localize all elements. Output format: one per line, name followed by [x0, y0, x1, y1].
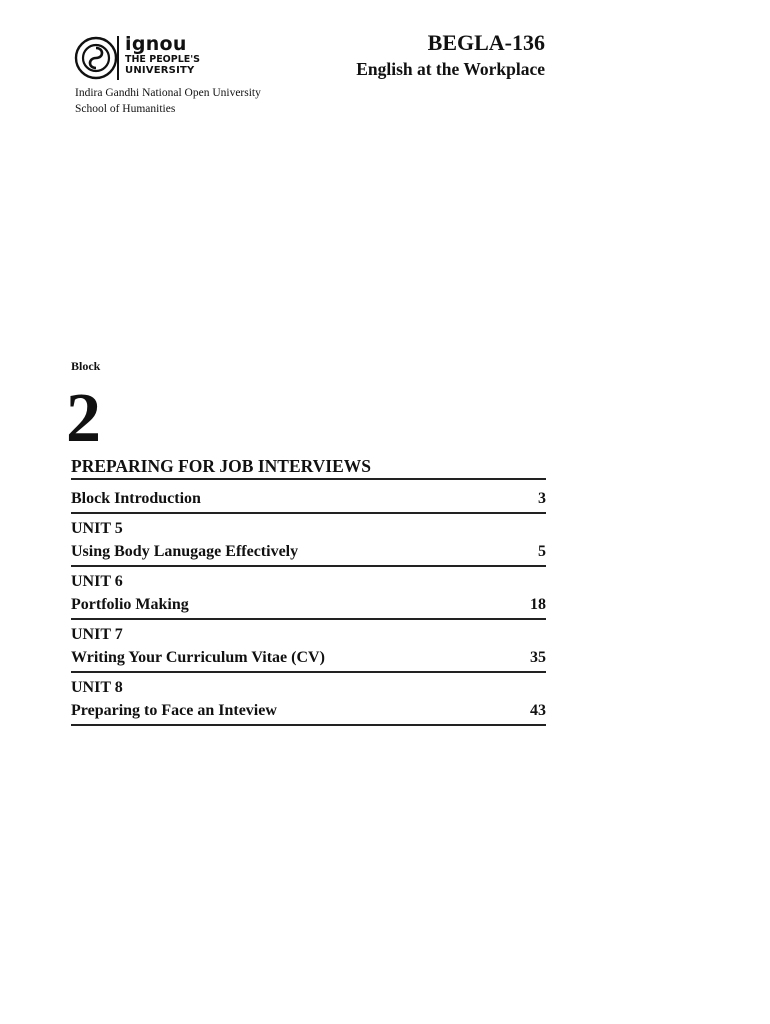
toc-unit-label: UNIT 7 [71, 626, 123, 643]
toc-entry-title: Using Body Lanugage Effectively [71, 543, 299, 560]
toc-entry-page: 5 [538, 543, 546, 560]
toc-entry-unit-6 [71, 567, 546, 620]
block-number: 2 [66, 380, 99, 457]
toc-entry-page: 18 [530, 596, 546, 613]
logo-wordmark: ignou [125, 33, 187, 55]
toc-entry-unit-7 [71, 620, 546, 673]
school-name: School of Humanities [75, 103, 176, 115]
ignou-logo [74, 34, 204, 82]
toc-entry-page: 43 [530, 702, 546, 719]
course-code: BEGLA-136 [427, 30, 545, 55]
toc-unit-label: UNIT 8 [71, 679, 123, 696]
toc-entry-unit-5 [71, 514, 546, 567]
toc-entry-title: Block Introduction [71, 490, 201, 507]
toc-entry-title: Portfolio Making [71, 596, 189, 613]
toc-entry-page: 3 [538, 490, 546, 507]
toc-entry-intro [71, 484, 546, 514]
toc-entry-page: 35 [530, 649, 546, 666]
logo-tagline-1: THE PEOPLE'S [125, 54, 201, 65]
institution-block [75, 85, 261, 117]
university-name: Indira Gandhi National Open University [75, 87, 261, 99]
toc-entry-title: Preparing to Face an Inteview [71, 702, 277, 719]
block-title: PREPARING FOR JOB INTERVIEWS [71, 456, 546, 480]
table-of-contents [71, 484, 546, 726]
toc-entry-unit-8 [71, 673, 546, 726]
logo-tagline-2: UNIVERSITY [125, 65, 195, 76]
toc-unit-label: UNIT 5 [71, 520, 123, 537]
ignou-emblem-icon [74, 34, 120, 82]
toc-unit-label: UNIT 6 [71, 573, 123, 590]
course-title: English at the Workplace [356, 59, 545, 79]
toc-entry-title: Writing Your Curriculum Vitae (CV) [71, 649, 325, 666]
block-label: Block [71, 359, 101, 373]
